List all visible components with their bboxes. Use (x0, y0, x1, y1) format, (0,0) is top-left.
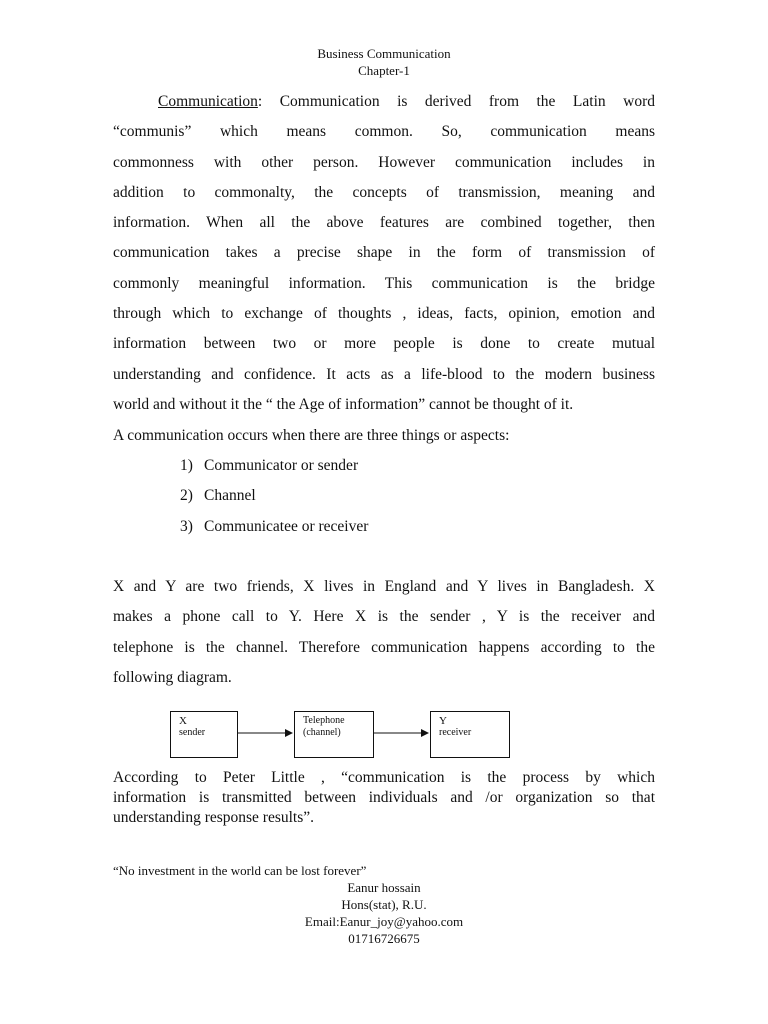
box-main-label: X (179, 715, 187, 727)
author-credentials: Hons(stat), R.U. (341, 897, 427, 912)
footer-quote: “No investment in the world can be lost forever” (113, 863, 367, 878)
paragraph-line: makes a phone call to Y. Here X is the sender , Y is the receiver and (113, 608, 655, 626)
paragraph-line: commonness with other person. However communication includes in (113, 153, 655, 171)
list-number: 3) (180, 517, 193, 535)
paragraph-line: communication takes a precise shape in the form of transmission of (113, 244, 655, 262)
paragraph-line: following diagram. (113, 668, 232, 686)
peter-little-quote (113, 768, 655, 828)
paragraph-line: addition to commonalty, the concepts of transmission, meaning and (113, 183, 655, 201)
list-number: 1) (180, 457, 193, 474)
paragraph-line: information between two or more people is done to create mutual (113, 335, 655, 353)
aspects-list (180, 451, 368, 542)
quote-line: information is transmitted between individuals and /or organization so that (113, 789, 655, 806)
paragraph-first-line (113, 87, 655, 117)
author-phone: 01716726675 (348, 931, 420, 946)
quote-line: According to Peter Little , “communication is the process by which (113, 769, 655, 786)
chapter-label: Chapter-1 (358, 63, 410, 78)
list-label: Communicator or sender (204, 457, 359, 474)
example-paragraph (113, 572, 655, 693)
author-block (0, 879, 768, 947)
diagram-box-receiver (430, 711, 510, 758)
author-name: Eanur hossain (347, 880, 421, 895)
box-sub-label: sender (179, 727, 206, 738)
paragraph-line: X and Y are two friends, X lives in England and Y lives in Bangladesh. X (113, 578, 655, 595)
quote-line: understanding response results”. (113, 809, 315, 826)
box-main-label: Telephone (303, 715, 345, 726)
box-sub-label: (channel) (303, 727, 341, 738)
paragraph-line: commonly meaningful information. This communication is the bridge (113, 274, 655, 292)
paragraph-line: information. When all the above features are combined together, then (113, 214, 655, 232)
list-item (180, 451, 368, 481)
list-item (180, 512, 368, 542)
box-main-label: Y (439, 715, 447, 727)
list-label: Channel (204, 487, 256, 505)
list-label: Communicatee or receiver (204, 517, 369, 535)
document-header (0, 45, 768, 79)
document-title: Business Communication (317, 46, 451, 61)
paragraph-line: : Communication is derived from the Latin word (257, 93, 655, 110)
paragraph-line: world and without it the “ the Age of information” cannot be thought of it. (113, 395, 574, 413)
diagram-box-sender (170, 711, 238, 758)
term-communication: Communication (158, 93, 258, 110)
definition-paragraph (113, 87, 655, 420)
paragraph-line: “communis” which means common. So, communication means (113, 123, 655, 141)
box-sub-label: receiver (439, 727, 472, 738)
list-item (180, 481, 368, 511)
list-number: 2) (180, 487, 193, 505)
author-email: Email:Eanur_joy@yahoo.com (304, 914, 464, 929)
diagram-box-channel (294, 711, 374, 758)
paragraph-line: through which to exchange of thoughts , ideas, facts, opinion, emotion and (113, 305, 655, 323)
paragraph-line: telephone is the channel. Therefore communication happens according to the (113, 638, 655, 656)
aspects-intro: A communication occurs when there are three things or aspects: (113, 427, 510, 444)
paragraph-line: understanding and confidence. It acts as a life-blood to the modern business (113, 365, 655, 383)
